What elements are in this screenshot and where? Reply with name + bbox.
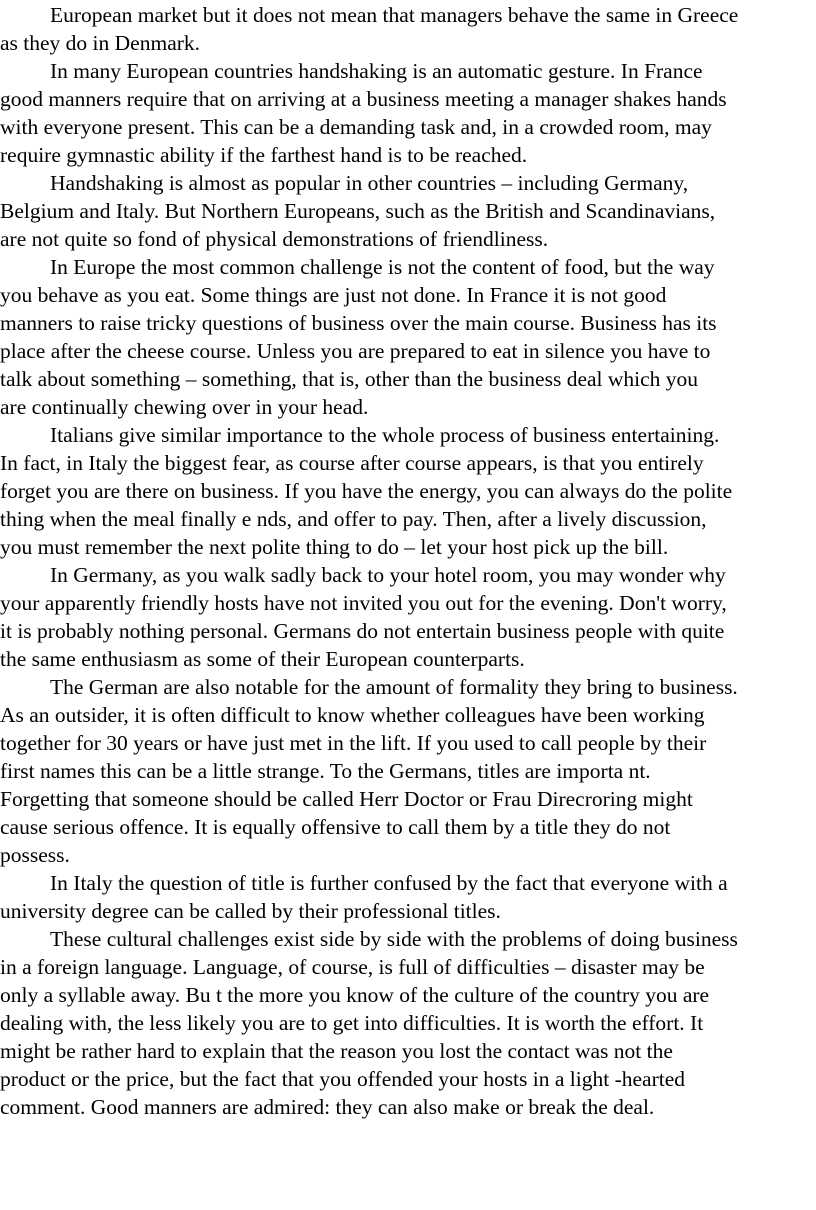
paragraph-line: thing when the meal finally e nds, and offer to pay. Then, after a lively discussion,	[0, 507, 707, 531]
paragraph-line: in a foreign language. Language, of course, is full of difficulties – disaster may be	[0, 955, 705, 979]
paragraph-line: it is probably nothing personal. Germans do not entertain business people with quite	[0, 619, 725, 643]
paragraph-line: together for 30 years or have just met in the lift. If you used to call people by their	[0, 731, 707, 755]
paragraph-line: cause serious offence. It is equally offensive to call them by a title they do not	[0, 815, 671, 839]
paragraph-line: only a syllable away. Bu t the more you know of the culture of the country you are	[0, 983, 710, 1007]
paragraph-line: In fact, in Italy the biggest fear, as course after course appears, is that you entirely	[0, 451, 704, 475]
paragraph-line: good manners require that on arriving at a business meeting a manager shakes hands	[0, 87, 727, 111]
paragraph-line: you behave as you eat. Some things are just not done. In France it is not good	[0, 283, 667, 307]
paragraph-line: As an outsider, it is often difficult to know whether colleagues have been working	[0, 703, 705, 727]
paragraph-line: In Germany, as you walk sadly back to your hotel room, you may wonder why	[50, 563, 726, 587]
paragraph-line: require gymnastic ability if the farthest hand is to be reached.	[0, 143, 528, 167]
paragraph-line: forget you are there on business. If you have the energy, you can always do the polite	[0, 479, 733, 503]
paragraph-line: talk about something – something, that is, other than the business deal which you	[0, 367, 699, 391]
paragraph-line: The German are also notable for the amount of formality they bring to business.	[50, 675, 738, 699]
paragraph-line: In many European countries handshaking is an automatic gesture. In France	[50, 59, 703, 83]
paragraph-line: product or the price, but the fact that you offended your hosts in a light -hearted	[0, 1067, 686, 1091]
paragraph-line: dealing with, the less likely you are to get into difficulties. It is worth the effort. It	[0, 1011, 704, 1035]
paragraph-line: with everyone present. This can be a demanding task and, in a crowded room, may	[0, 115, 712, 139]
paragraph-line: are not quite so fond of physical demonstrations of friendliness.	[0, 227, 549, 251]
paragraph-line: Belgium and Italy. But Northern Europeans, such as the British and Scandinavians,	[0, 199, 716, 223]
paragraph-line: In Europe the most common challenge is not the content of food, but the way	[50, 255, 715, 279]
paragraph-line: your apparently friendly hosts have not invited you out for the evening. Don't worry,	[0, 591, 727, 615]
paragraph-line: possess.	[0, 843, 70, 867]
paragraph-line: European market but it does not mean that managers behave the same in Greece	[50, 3, 739, 27]
paragraph-line: Forgetting that someone should be called Herr Doctor or Frau Direcroring might	[0, 787, 693, 811]
paragraph-line: place after the cheese course. Unless you are prepared to eat in silence you have to	[0, 339, 711, 363]
paragraph-line: university degree can be called by their professional titles.	[0, 899, 501, 923]
paragraph-line: you must remember the next polite thing to do – let your host pick up the bill.	[0, 535, 669, 559]
paragraph-line: These cultural challenges exist side by side with the problems of doing business	[50, 927, 738, 951]
paragraph-line: as they do in Denmark.	[0, 31, 201, 55]
paragraph-line: manners to raise tricky questions of business over the main course. Business has its	[0, 311, 717, 335]
paragraph-line: Handshaking is almost as popular in other countries – including Germany,	[50, 171, 689, 195]
paragraph-line: first names this can be a little strange. To the Germans, titles are importa nt.	[0, 759, 651, 783]
paragraph-line: are continually chewing over in your head.	[0, 395, 369, 419]
paragraph-line: the same enthusiasm as some of their European counterparts.	[0, 647, 525, 671]
paragraph-line: might be rather hard to explain that the reason you lost the contact was not the	[0, 1039, 673, 1063]
paragraph-line: In Italy the question of title is further confused by the fact that everyone with a	[50, 871, 728, 895]
paragraph-line: Italians give similar importance to the whole process of business entertaining.	[50, 423, 720, 447]
paragraph-line: comment. Good manners are admired: they can also make or break the deal.	[0, 1095, 655, 1119]
